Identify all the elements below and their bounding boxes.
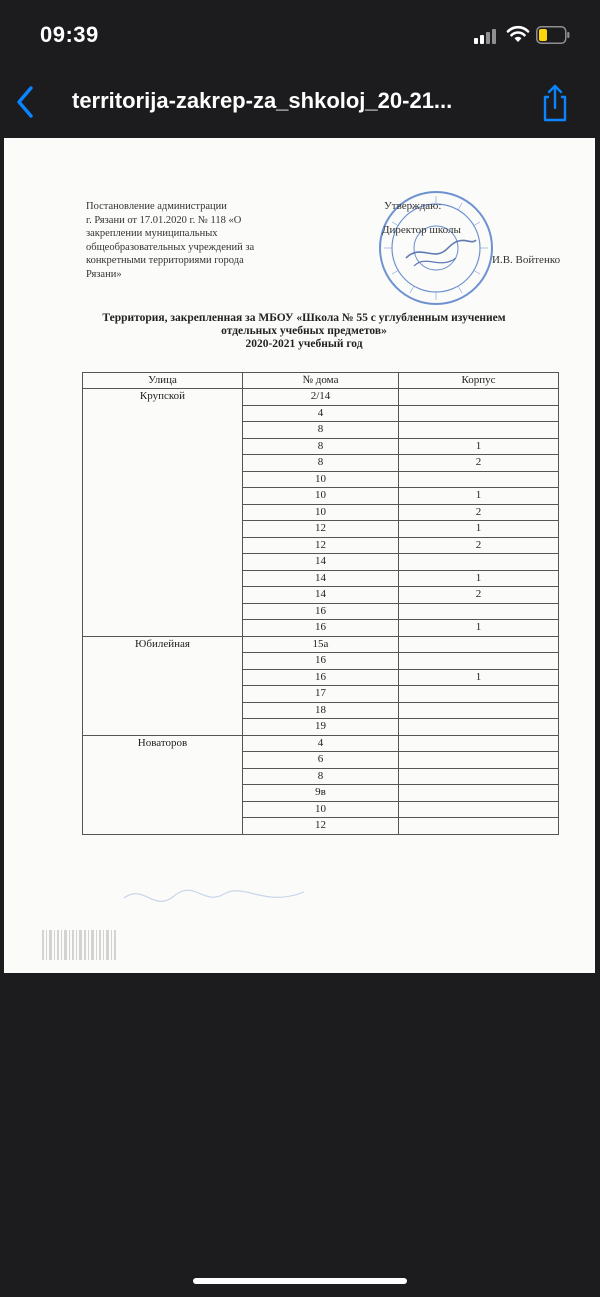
decree-line: конкретными территориями города (86, 255, 244, 266)
building-cell (399, 389, 559, 406)
table-row (83, 636, 559, 653)
table-header-row (83, 373, 559, 389)
decree-line: Рязани» (86, 268, 122, 280)
battery-icon (536, 26, 570, 44)
approval-label: Утверждаю: (384, 200, 442, 212)
decree-reference (86, 200, 316, 281)
table-row (83, 471, 559, 488)
street-cell (83, 669, 243, 686)
table-row (83, 620, 559, 637)
house-number-cell: 18 (243, 702, 399, 719)
table-row (83, 455, 559, 472)
table-row (83, 554, 559, 571)
table-row (83, 702, 559, 719)
street-cell (83, 818, 243, 835)
street-cell (83, 570, 243, 587)
director-name: И.В. Войтенко (492, 254, 561, 266)
table-row (83, 686, 559, 703)
document-page[interactable] (4, 138, 595, 973)
decree-line: закреплении муниципальных (86, 228, 218, 239)
street-cell (83, 603, 243, 620)
street-cell (83, 521, 243, 538)
building-cell: 1 (399, 669, 559, 686)
home-indicator[interactable] (193, 1278, 407, 1284)
building-cell: 2 (399, 504, 559, 521)
heading-line: 2020-2021 учебный год (245, 338, 363, 350)
table-row (83, 785, 559, 802)
building-cell (399, 405, 559, 422)
building-cell: 2 (399, 455, 559, 472)
table-row (83, 719, 559, 736)
street-cell (83, 686, 243, 703)
house-number-cell: 14 (243, 587, 399, 604)
street-cell (83, 471, 243, 488)
cellular-signal-icon (474, 28, 500, 44)
table-row (83, 570, 559, 587)
street-cell: Крупской (83, 389, 243, 406)
chevron-left-icon (10, 82, 46, 122)
status-time: 09:39 (40, 22, 99, 47)
house-number-cell: 2/14 (243, 389, 399, 406)
table-row (83, 587, 559, 604)
decree-line: г. Рязани от 17.01.2020 г. № 118 «О (86, 214, 242, 226)
table-row (83, 504, 559, 521)
faint-scribble-marks (114, 878, 314, 918)
decree-line: общеобразовательных учреждений за (86, 241, 255, 253)
street-cell: Юбилейная (83, 636, 243, 653)
table-row (83, 768, 559, 785)
house-number-cell: 10 (243, 504, 399, 521)
column-header: Улица (83, 373, 243, 389)
house-number-cell: 15а (243, 636, 399, 653)
house-number-cell: 10 (243, 471, 399, 488)
house-number-cell: 16 (243, 669, 399, 686)
building-cell (399, 603, 559, 620)
house-number-cell: 9в (243, 785, 399, 802)
document-heading (64, 312, 544, 351)
share-button[interactable] (532, 80, 578, 126)
house-number-cell: 8 (243, 422, 399, 439)
street-cell (83, 488, 243, 505)
barcode-graphic (40, 928, 120, 962)
document-title: territorija-zakrep-za_shkoloj_20-21... (72, 88, 453, 113)
street-cell (83, 785, 243, 802)
building-cell (399, 768, 559, 785)
house-number-cell: 17 (243, 686, 399, 703)
building-cell (399, 702, 559, 719)
building-cell: 1 (399, 620, 559, 637)
street-cell (83, 504, 243, 521)
building-cell: 2 (399, 587, 559, 604)
house-number-cell: 14 (243, 570, 399, 587)
building-cell (399, 752, 559, 769)
table-row (83, 422, 559, 439)
building-cell: 1 (399, 570, 559, 587)
table-row (83, 488, 559, 505)
table-row (83, 669, 559, 686)
heading-line: отдельных учебных предметов» (221, 325, 387, 337)
territory-table (82, 372, 558, 835)
building-cell (399, 801, 559, 818)
table-row (83, 537, 559, 554)
street-cell (83, 620, 243, 637)
street-cell (83, 719, 243, 736)
house-number-cell: 14 (243, 554, 399, 571)
house-number-cell: 12 (243, 818, 399, 835)
building-cell (399, 735, 559, 752)
share-icon (532, 80, 578, 126)
house-number-cell: 16 (243, 603, 399, 620)
building-cell (399, 818, 559, 835)
house-number-cell: 10 (243, 488, 399, 505)
street-cell (83, 455, 243, 472)
street-cell (83, 438, 243, 455)
building-cell (399, 686, 559, 703)
house-number-cell: 12 (243, 537, 399, 554)
street-cell (83, 768, 243, 785)
building-cell: 1 (399, 488, 559, 505)
director-label: Директор школы (382, 224, 461, 236)
table-row (83, 389, 559, 406)
table-row (83, 752, 559, 769)
street-cell (83, 801, 243, 818)
table-row (83, 735, 559, 752)
building-cell: 1 (399, 521, 559, 538)
column-header: № дома (243, 373, 399, 389)
building-cell (399, 653, 559, 670)
table-row (83, 653, 559, 670)
street-cell (83, 702, 243, 719)
heading-line: Территория, закрепленная за МБОУ «Школа № 55 с углубленным изучением (102, 312, 506, 324)
table-row (83, 405, 559, 422)
house-number-cell: 10 (243, 801, 399, 818)
table-body (83, 389, 559, 835)
street-cell (83, 653, 243, 670)
house-number-cell: 4 (243, 735, 399, 752)
status-bar (0, 0, 600, 70)
building-cell: 1 (399, 438, 559, 455)
house-number-cell: 8 (243, 438, 399, 455)
back-button[interactable] (10, 82, 46, 122)
table-row (83, 521, 559, 538)
house-number-cell: 6 (243, 752, 399, 769)
table-row (83, 801, 559, 818)
street-cell (83, 554, 243, 571)
table-row (83, 438, 559, 455)
building-cell (399, 422, 559, 439)
street-cell (83, 752, 243, 769)
house-number-cell: 8 (243, 455, 399, 472)
building-cell (399, 719, 559, 736)
house-number-cell: 19 (243, 719, 399, 736)
building-cell (399, 785, 559, 802)
table-row (83, 818, 559, 835)
navigation-bar (0, 70, 600, 136)
street-cell: Новаторов (83, 735, 243, 752)
building-cell (399, 554, 559, 571)
decree-line: Постановление администрации (86, 201, 227, 212)
street-cell (83, 405, 243, 422)
house-number-cell: 8 (243, 768, 399, 785)
street-cell (83, 537, 243, 554)
house-number-cell: 4 (243, 405, 399, 422)
house-number-cell: 16 (243, 620, 399, 637)
street-cell (83, 422, 243, 439)
street-cell (83, 587, 243, 604)
building-cell (399, 636, 559, 653)
house-number-cell: 16 (243, 653, 399, 670)
table-row (83, 603, 559, 620)
building-cell (399, 471, 559, 488)
house-number-cell: 12 (243, 521, 399, 538)
building-cell: 2 (399, 537, 559, 554)
column-header: Корпус (399, 373, 559, 389)
wifi-icon (506, 24, 530, 44)
